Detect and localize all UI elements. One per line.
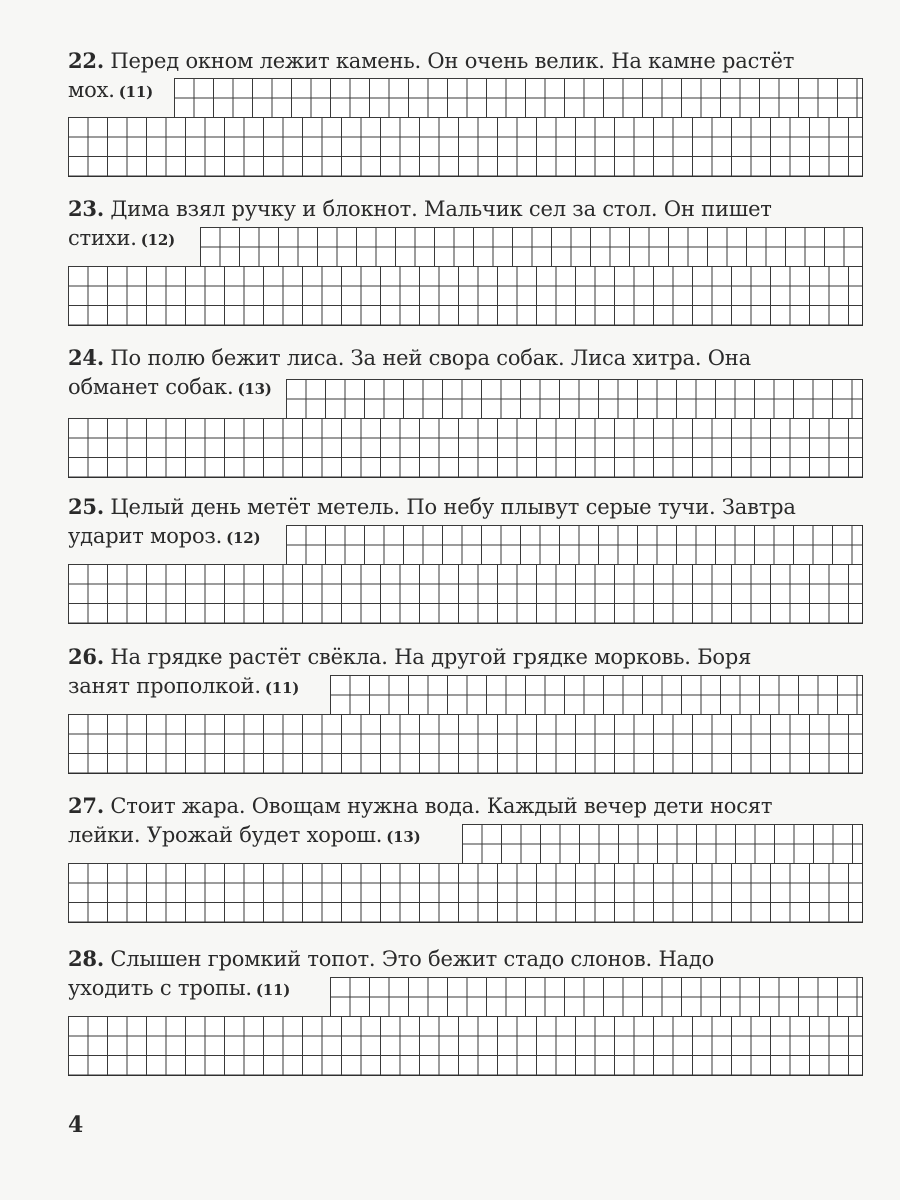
exercise-sentence-end: мох. (68, 78, 115, 102)
answer-grid-top[interactable] (286, 525, 863, 565)
word-count: (11) (255, 981, 291, 999)
exercise-text-line1 (68, 946, 862, 972)
exercise-sentence-end: уходить с тропы. (68, 976, 252, 1000)
exercise-number: 25. (68, 494, 104, 519)
exercise-sentence-end: лейки. Урожай будет хорош. (68, 823, 383, 847)
exercise-text-line2 (68, 975, 290, 1003)
exercise-text-line1 (68, 793, 862, 819)
exercise-number: 24. (68, 345, 104, 370)
exercise-text-line1 (68, 196, 862, 222)
answer-grid-top[interactable] (330, 977, 863, 1017)
exercise-27 (68, 793, 862, 847)
exercise-text-line1 (68, 644, 862, 670)
exercise-22 (68, 48, 862, 102)
answer-grid-top[interactable] (200, 227, 863, 267)
exercise-sentence-end: занят прополкой. (68, 674, 261, 698)
exercise-text-line2 (68, 77, 153, 105)
word-count: (12) (140, 231, 175, 249)
exercise-number: 27. (68, 793, 104, 818)
exercise-text-line1 (68, 494, 862, 520)
exercise-sentence: Слышен громкий топот. Это бежит стадо слонов. Надо (110, 947, 715, 971)
exercise-24 (68, 345, 862, 399)
exercise-number: 23. (68, 196, 104, 221)
exercise-text-line1 (68, 48, 862, 74)
exercise-text-line1 (68, 345, 862, 371)
answer-grid-bottom[interactable] (68, 266, 863, 326)
word-count: (11) (264, 679, 300, 697)
exercise-text-line2 (68, 523, 260, 551)
exercise-number: 22. (68, 48, 104, 73)
exercise-sentence-end: стихи. (68, 226, 137, 250)
exercise-sentence: По полю бежит лиса. За ней свора собак. Лиса хитра. Она (110, 346, 751, 370)
exercise-text-line2 (68, 374, 272, 402)
exercise-text-line2 (68, 822, 421, 850)
answer-grid-bottom[interactable] (68, 418, 863, 478)
answer-grid-bottom[interactable] (68, 117, 863, 177)
exercise-26 (68, 644, 862, 698)
answer-grid-bottom[interactable] (68, 863, 863, 923)
answer-grid-top[interactable] (286, 379, 863, 419)
exercise-sentence: Дима взял ручку и блокнот. Мальчик сел за стол. Он пишет (110, 197, 772, 221)
answer-grid-bottom[interactable] (68, 1016, 863, 1076)
answer-grid-top[interactable] (330, 675, 863, 715)
word-count: (13) (237, 380, 272, 398)
word-count: (13) (386, 828, 421, 846)
exercise-sentence-end: ударит мороз. (68, 524, 223, 548)
exercise-28 (68, 946, 862, 1000)
answer-grid-bottom[interactable] (68, 714, 863, 774)
answer-grid-top[interactable] (174, 78, 863, 118)
exercise-sentence: Перед окном лежит камень. Он очень велик. На камне растёт (110, 49, 795, 73)
exercise-text-line2 (68, 673, 299, 701)
exercise-number: 28. (68, 946, 104, 971)
exercise-sentence: На грядке растёт свёкла. На другой грядке морковь. Боря (110, 645, 752, 669)
exercise-sentence: Стоит жара. Овощам нужна вода. Каждый вечер дети носят (110, 794, 773, 818)
exercise-23 (68, 196, 862, 250)
word-count: (12) (226, 529, 261, 547)
exercise-25 (68, 494, 862, 548)
exercise-text-line2 (68, 225, 175, 253)
exercise-sentence: Целый день метёт метель. По небу плывут серые тучи. Завтра (110, 495, 796, 519)
exercise-number: 26. (68, 644, 104, 669)
word-count: (11) (118, 83, 153, 101)
exercise-sentence-end: обманет собак. (68, 375, 234, 399)
answer-grid-top[interactable] (462, 824, 863, 864)
answer-grid-bottom[interactable] (68, 564, 863, 624)
page-number: 4 (68, 1112, 84, 1138)
